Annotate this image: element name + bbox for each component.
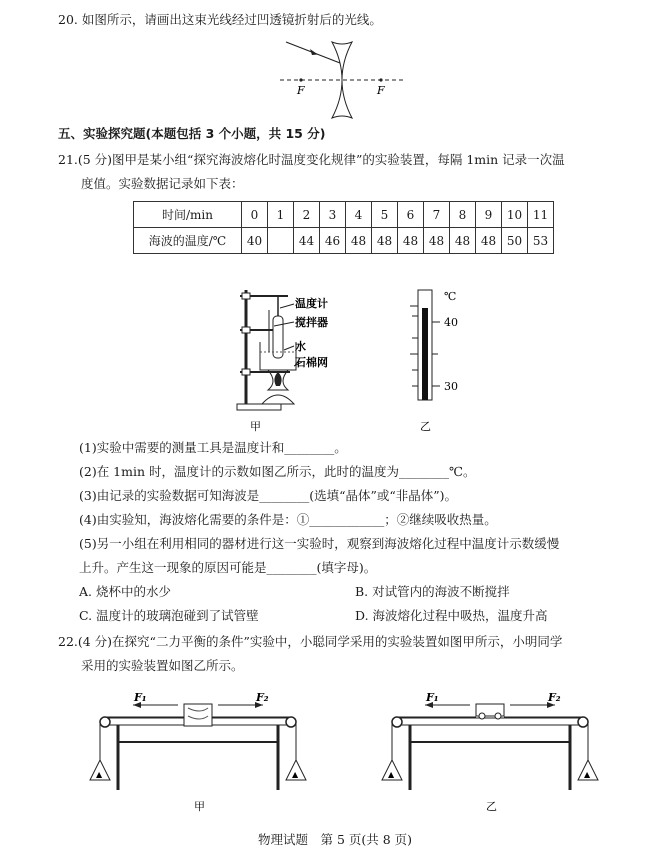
table-cell: 0 <box>242 202 268 228</box>
f2-label-b: F₂ <box>548 691 561 704</box>
option-d: D. 海波熔化过程中吸热，温度升高 <box>355 608 548 623</box>
table-cell: 4 <box>346 202 372 228</box>
q21-sub2: (2)在 1min 时，温度计的示数如图乙所示，此时的温度为________℃。 <box>79 464 476 479</box>
table-cell: 7 <box>424 202 450 228</box>
fig21a-caption: 甲 <box>250 420 261 433</box>
table-cell: 11 <box>528 202 554 228</box>
row-label-temp: 海波的温度/℃ <box>134 228 242 254</box>
table-cell: 2 <box>294 202 320 228</box>
svg-text:▲: ▲ <box>584 770 591 779</box>
table-cell: 53 <box>528 228 554 254</box>
fig21b-caption: 乙 <box>420 420 431 433</box>
table-row <box>134 202 554 228</box>
fig22b-caption: 乙 <box>486 800 497 813</box>
svg-text:▲: ▲ <box>96 770 103 779</box>
q21-sub1: (1)实验中需要的测量工具是温度计和________。 <box>79 440 347 455</box>
melting-apparatus-diagram <box>228 286 328 434</box>
option-a: A. 烧杯中的水少 <box>79 584 171 599</box>
q21-sub4: (4)由实验知，海波熔化需要的条件是：①____________；②继续吸收热量。 <box>79 512 497 527</box>
table-cell: 8 <box>450 202 476 228</box>
table-cell <box>268 228 294 254</box>
q20-lens-diagram <box>270 36 410 112</box>
table-cell: 5 <box>372 202 398 228</box>
tick-40: 40 <box>444 316 458 329</box>
q21-sub5-line2: 上升。产生这一现象的原因可能是________(填字母)。 <box>79 560 377 575</box>
fig22a-caption: 甲 <box>194 800 205 813</box>
table-cell: 48 <box>424 228 450 254</box>
thermometer-reading-diagram <box>400 286 470 434</box>
page-footer: 物理试题 第 5 页(共 8 页) <box>258 832 413 847</box>
f1-label-a: F₁ <box>134 691 147 704</box>
q22-line2: 采用的实验装置如图乙所示。 <box>81 658 244 673</box>
q22-line1: 22.(4 分)在探究“二力平衡的条件”实验中，小聪同学采用的实验装置如图甲所示，小明同学 <box>58 634 563 649</box>
tick-30: 30 <box>444 380 458 393</box>
force-balance-diagram-a <box>88 690 308 818</box>
table-cell: 48 <box>398 228 424 254</box>
table-cell: 48 <box>372 228 398 254</box>
svg-text:▲: ▲ <box>292 770 299 779</box>
q21-sub3: (3)由记录的实验数据可知海波是________(选填“晶体”或“非晶体”)。 <box>79 488 458 503</box>
thermometer-unit: ℃ <box>444 290 457 303</box>
table-cell: 46 <box>320 228 346 254</box>
label-stirrer: 搅拌器 <box>295 316 328 329</box>
table-cell: 3 <box>320 202 346 228</box>
row-label-time: 时间/min <box>134 202 242 228</box>
option-b: B. 对试管内的海波不断搅拌 <box>355 584 510 599</box>
table-cell: 50 <box>502 228 528 254</box>
table-cell: 9 <box>476 202 502 228</box>
table-cell: 48 <box>476 228 502 254</box>
focus-right-label: F <box>377 84 385 97</box>
focus-left-label: F <box>297 84 305 97</box>
table-cell: 10 <box>502 202 528 228</box>
label-water: 水 <box>295 340 306 353</box>
q21-sub5-line1: (5)另一小组在利用相同的器材进行这一实验时，观察到海波熔化过程中温度计示数缓慢 <box>79 536 560 551</box>
q21-line1: 21.(5 分)图甲是某小组“探究海波熔化时温度变化规律”的实验装置，每隔 1min 记录一次温 <box>58 152 565 167</box>
f1-label-b: F₁ <box>426 691 439 704</box>
data-table <box>133 201 554 254</box>
section-title: 五、实验探究题(本题包括 3 个小题，共 15 分) <box>58 126 326 141</box>
q20-text: 20. 如图所示，请画出这束光线经过凹透镜折射后的光线。 <box>58 12 382 27</box>
option-c: C. 温度计的玻璃泡碰到了试管壁 <box>79 608 259 623</box>
table-cell: 1 <box>268 202 294 228</box>
label-thermometer: 温度计 <box>295 297 328 310</box>
table-cell: 6 <box>398 202 424 228</box>
svg-text:▲: ▲ <box>388 770 395 779</box>
table-cell: 40 <box>242 228 268 254</box>
label-asbestos-net: 石棉网 <box>295 356 328 369</box>
f2-label-a: F₂ <box>256 691 269 704</box>
table-cell: 44 <box>294 228 320 254</box>
table-row <box>134 228 554 254</box>
table-cell: 48 <box>346 228 372 254</box>
force-balance-diagram-b <box>380 690 600 818</box>
q21-line2: 度值。实验数据记录如下表： <box>81 176 244 191</box>
table-cell: 48 <box>450 228 476 254</box>
